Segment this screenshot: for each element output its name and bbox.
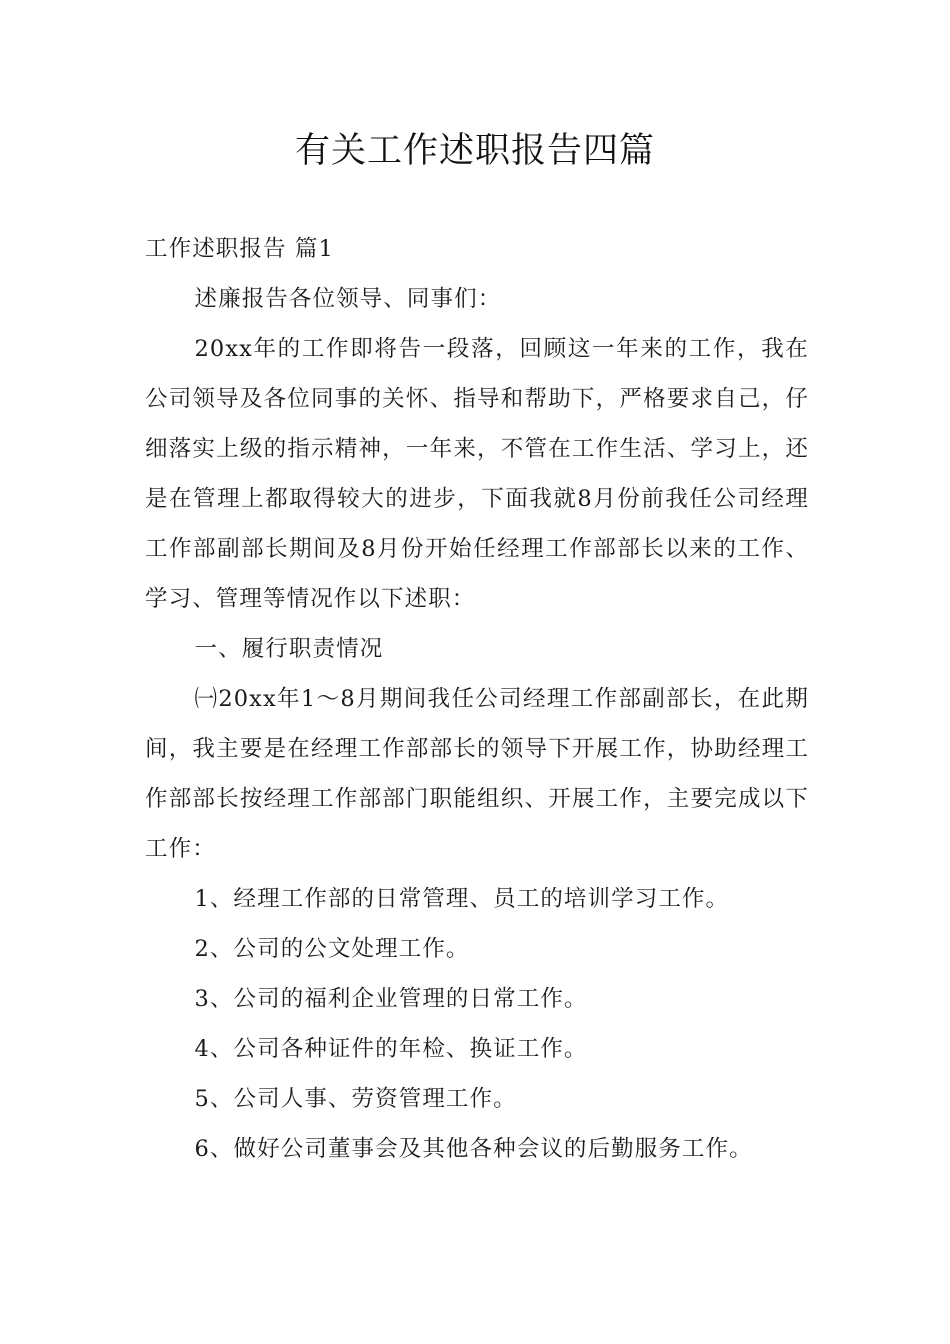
list-item: 3、公司的福利企业管理的日常工作。: [194, 986, 588, 1012]
list-item: 5、公司人事、劳资管理工作。: [194, 1086, 517, 1112]
paragraph-period: ㈠20xx年1～8月期间我任公司经理工作部副部长，在此期间，我主要是在经理工作部部长的领导下开展工作，协助经理工作部部长按经理工作部部门职能组织、开展工作，主要完成以下工作：: [145, 686, 809, 862]
list-item: 4、公司各种证件的年检、换证工作。: [194, 1036, 588, 1062]
list-item: 1、经理工作部的日常管理、员工的培训学习工作。: [194, 886, 730, 912]
document-title: 有关工作述职报告四篇: [294, 131, 655, 171]
paragraph-intro: 20xx年的工作即将告一段落，回顾这一年来的工作，我在公司领导及各位同事的关怀、指导和帮助下，严格要求自己，仔细落实上级的指示精神，一年来，不管在工作生活、学习上，还是在管理上都取得较大的进步，下面我就8月份前我任公司经理工作部副部长期间及8月份开始任经理工作部部长以来的工作、学习、管理等情况作以下述职：: [145, 336, 809, 612]
list-item: 6、做好公司董事会及其他各种会议的后勤服务工作。: [194, 1136, 753, 1162]
section-heading: 工作述职报告 篇1: [145, 236, 334, 262]
document-body: [145, 224, 809, 1174]
heading-duties: 一、履行职责情况: [194, 636, 384, 662]
salutation: 述廉报告各位领导、同事们：: [194, 286, 502, 312]
list-item: 2、公司的公文处理工作。: [194, 936, 470, 962]
